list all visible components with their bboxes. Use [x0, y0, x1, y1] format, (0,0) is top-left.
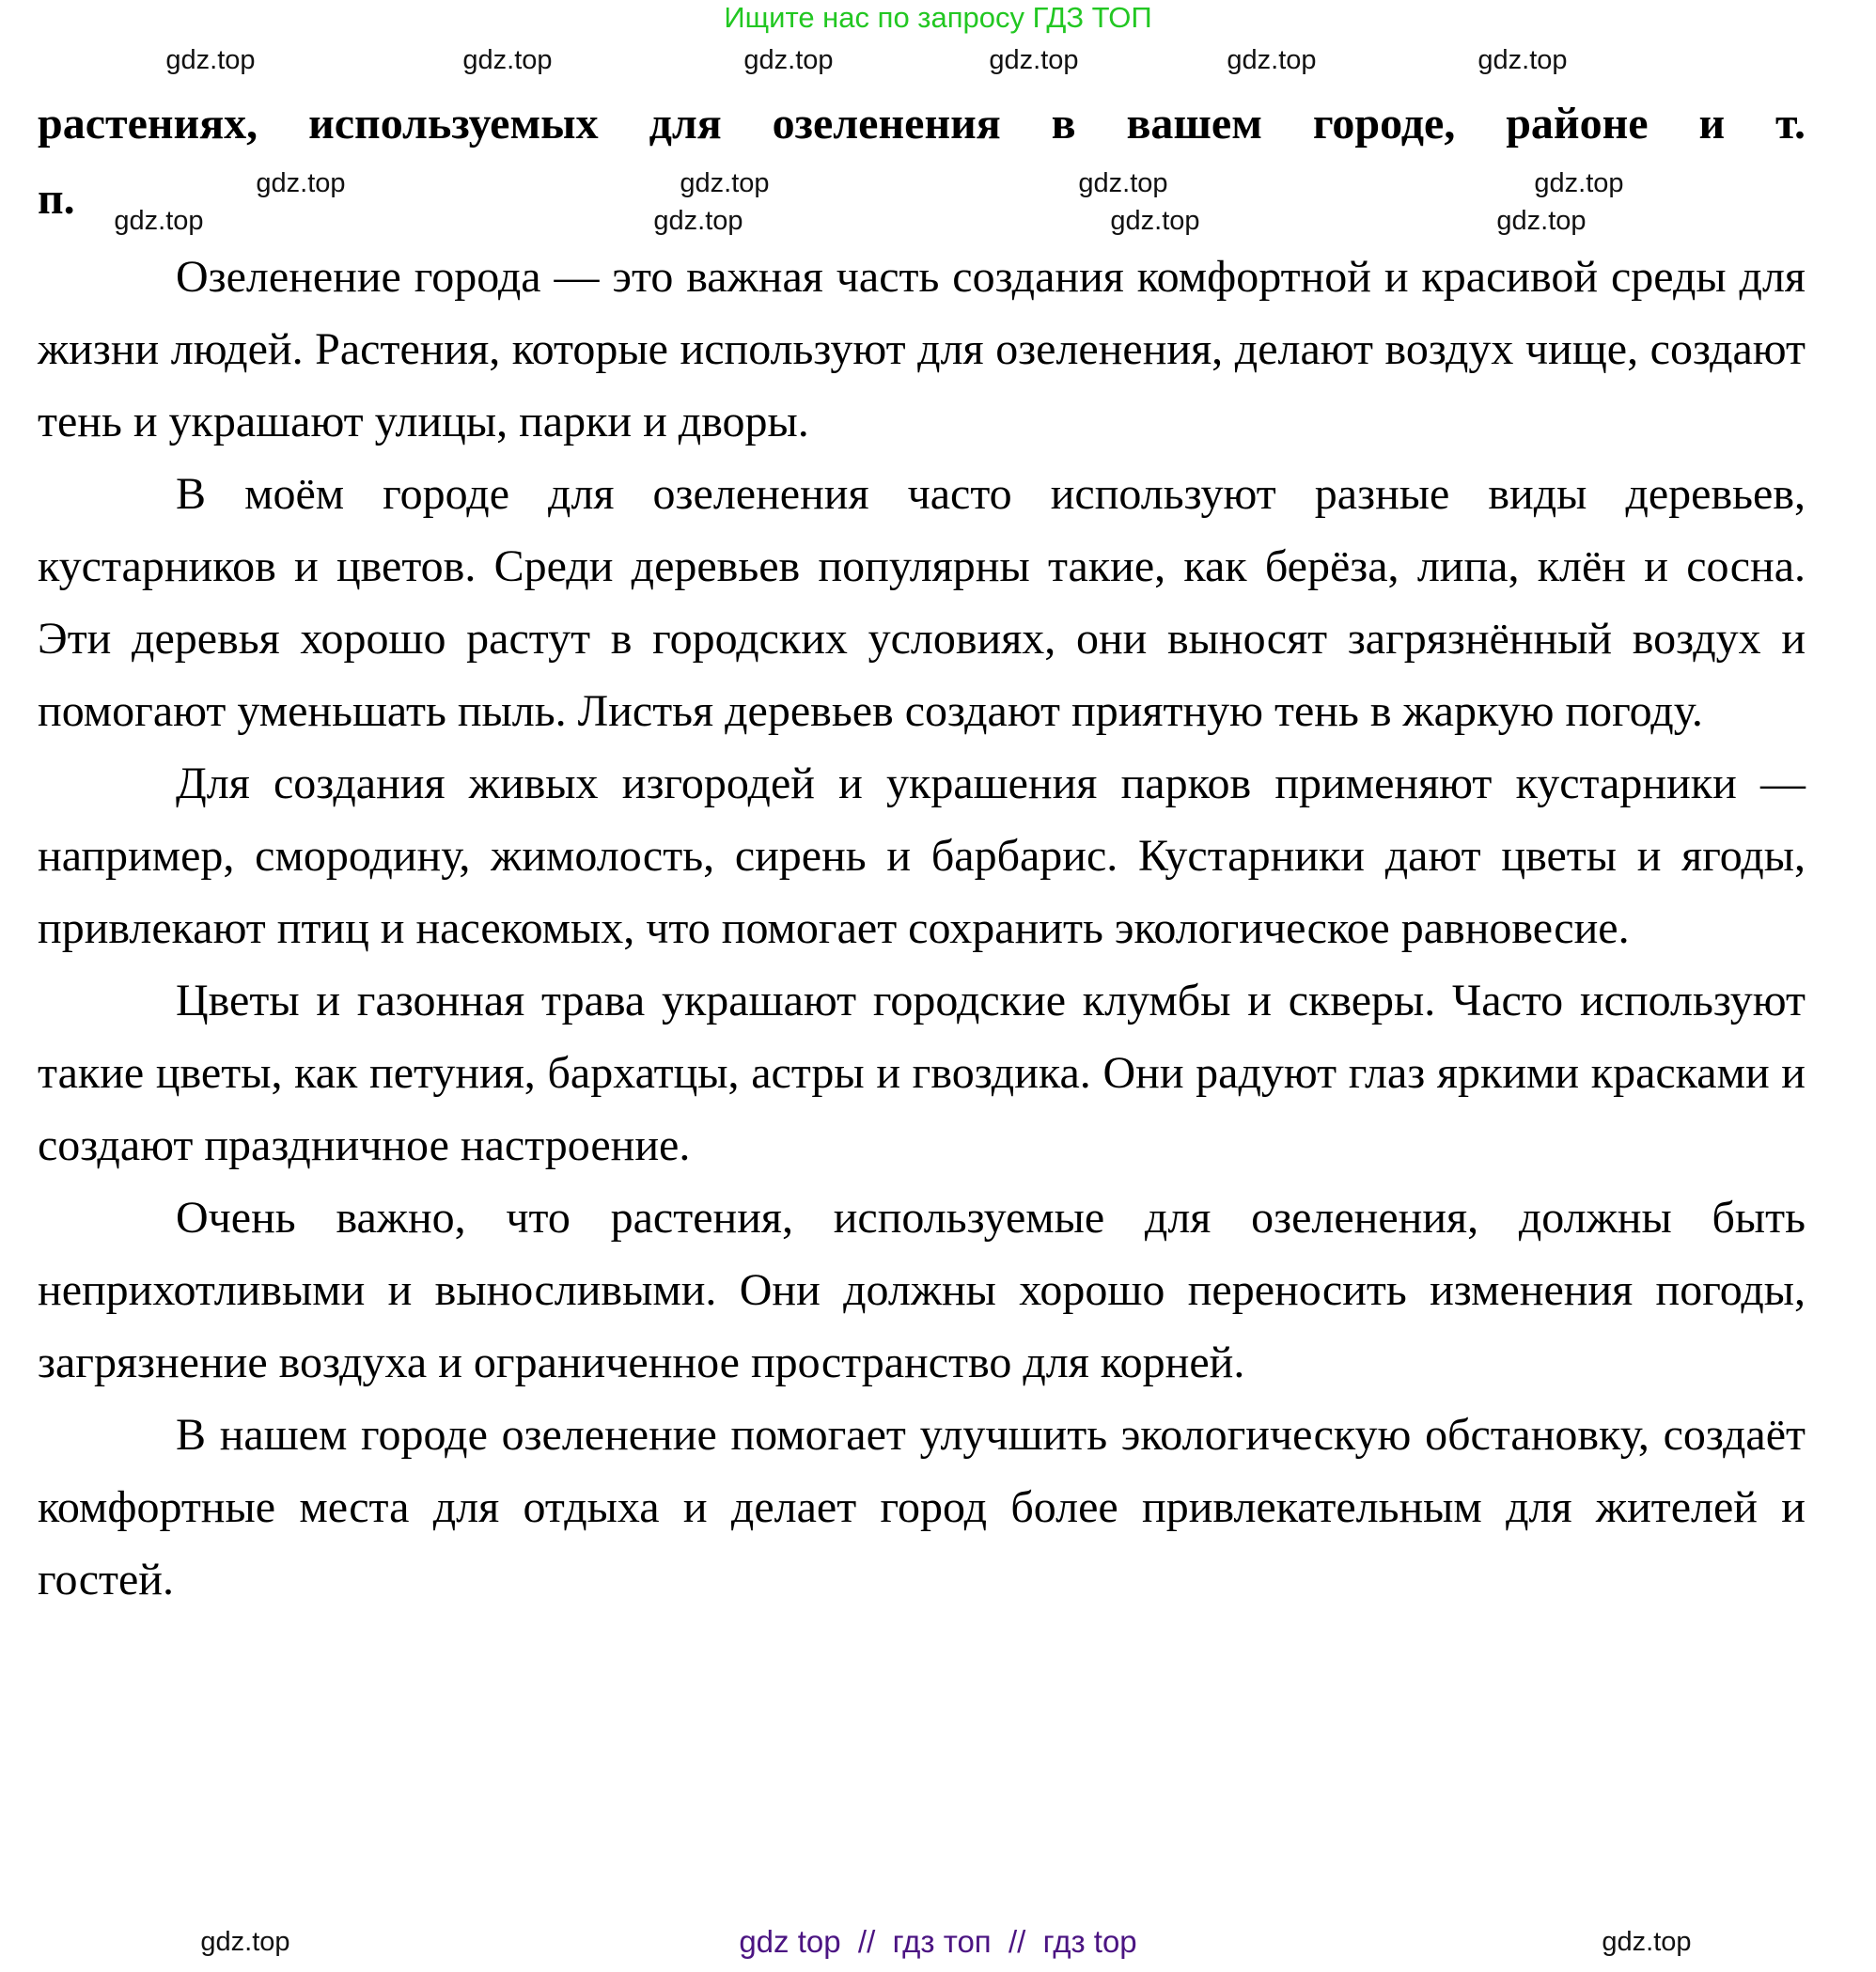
watermark: gdz.top	[1496, 206, 1587, 236]
paragraph-3: Для создания живых изгородей и украшения парков применяют кустарники — например, смородину, жимолость, сирень и барбарис. Кустарники дают цветы и ягоды, привлекают птиц и насекомых, что помогает сохранить экологическое равновесие.	[38, 759, 1806, 953]
watermark: gdz.top	[1602, 1927, 1692, 1957]
paragraph-4: Цветы и газонная трава украшают городские клумбы и скверы. Часто используют такие цветы, как петуния, бархатцы, астры и гвоздика. Они радуют глаз яркими красками и создают праздничное настроение.	[38, 976, 1806, 1170]
paragraph-2: В моём городе для озеленения часто используют разные виды деревьев, кустарников и цветов. Среди деревьев популярны такие, как берёза, липа, клён и сосна. Эти деревья хорошо растут в городских условиях, они выносят загрязнённый воздух и помогают уменьшать пыль. Листья деревьев создают приятную тень в жаркую погоду.	[38, 469, 1806, 736]
heading-line-2: п.	[38, 174, 75, 224]
paragraph-6: В нашем городе озеленение помогает улучшить экологическую обстановку, создаёт комфортные места для отдыха и делает город более привлекательным для жителей и гостей.	[38, 1410, 1806, 1604]
footer-text: gdz top // гдз топ // гдз top	[739, 1924, 1137, 1959]
watermark: gdz.top	[743, 45, 834, 75]
search-banner: Ищите нас по запросу ГДЗ ТОП	[724, 1, 1152, 34]
watermark: gdz.top	[114, 206, 204, 236]
watermark: gdz.top	[1477, 45, 1568, 75]
paragraph-1: Озеленение города — это важная часть создания комфортной и красивой среды для жизни людей. Растения, которые используют для озеленения, делают воздух чище, создают тень и украшают улицы, парки и дворы.	[38, 252, 1806, 446]
watermark: gdz.top	[165, 45, 256, 75]
document-body	[38, 86, 1806, 1616]
watermark: gdz.top	[653, 206, 743, 236]
watermark: gdz.top	[200, 1927, 290, 1957]
heading-line-1: растениях, используемых для озеленения в вашем городе, районе и т.	[38, 99, 1806, 149]
watermark: gdz.top	[989, 45, 1079, 75]
watermark: gdz.top	[462, 45, 553, 75]
watermark: gdz.top	[1534, 168, 1624, 198]
paragraph-5: Очень важно, что растения, используемые для озеленения, должны быть неприхотливыми и выносливыми. Они должны хорошо переносить изменения погоды, загрязнение воздуха и ограниченное пространство для корней.	[38, 1193, 1806, 1387]
watermark: gdz.top	[256, 168, 346, 198]
footer-watermark	[0, 1923, 1876, 1961]
heading	[38, 86, 1806, 162]
watermark: gdz.top	[1227, 45, 1317, 75]
watermark: gdz.top	[1078, 168, 1168, 198]
watermark: gdz.top	[1110, 206, 1200, 236]
watermark: gdz.top	[680, 168, 770, 198]
